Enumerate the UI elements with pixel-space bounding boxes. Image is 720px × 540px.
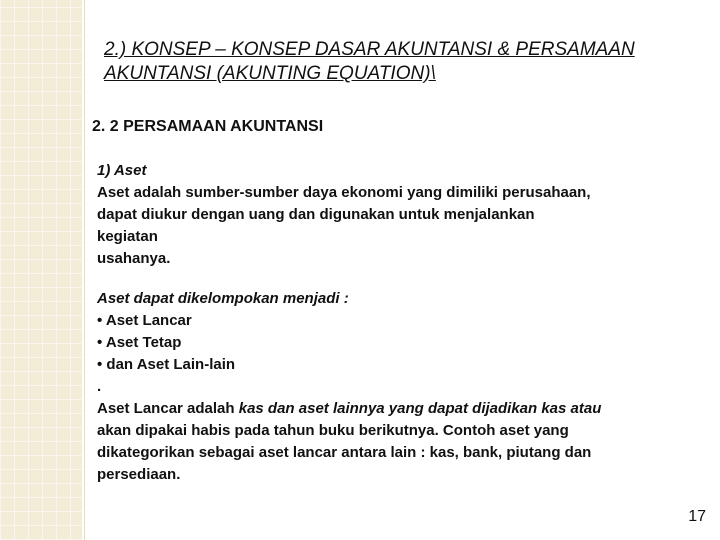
aset-definition-line: Aset adalah sumber-sumber daya ekonomi yang dimiliki perusahaan, bbox=[97, 184, 591, 201]
slide-title: 2.) KONSEP – KONSEP DASAR AKUNTANSI & PERSAMAAN AKUNTANSI (AKUNTING EQUATION)\ bbox=[104, 39, 635, 84]
section-subtitle: 2. 2 PERSAMAAN AKUNTANSI bbox=[92, 118, 324, 135]
decorative-side-band bbox=[0, 0, 82, 540]
aset-definition-line: dapat diukur dengan uang dan digunakan untuk menjalankan bbox=[97, 206, 535, 223]
group-item: • dan Aset Lain-lain bbox=[97, 356, 236, 373]
aset-definition-line: kegiatan bbox=[97, 228, 158, 245]
aset-heading: 1) Aset bbox=[97, 162, 147, 179]
current-assets-italic: kas dan aset lainnya yang dapat dijadikan kas atau bbox=[238, 400, 602, 417]
current-assets-paragraph bbox=[97, 398, 697, 420]
decorative-divider bbox=[84, 0, 85, 540]
group-item: • Aset Tetap bbox=[97, 334, 182, 351]
group-item: • Aset Lancar bbox=[97, 312, 192, 329]
separator-dot: . bbox=[97, 378, 102, 395]
current-assets-line: persediaan. bbox=[97, 466, 181, 483]
page-number: 17 bbox=[688, 508, 706, 525]
aset-definition-line: usahanya. bbox=[97, 250, 171, 267]
slide-content bbox=[97, 160, 697, 486]
current-assets-line: dikategorikan sebagai aset lancar antara lain : kas, bank, piutang dan bbox=[97, 444, 592, 461]
current-assets-line: akan dipakai habis pada tahun buku berikutnya. Contoh aset yang bbox=[97, 422, 569, 439]
current-assets-lead: Aset Lancar adalah bbox=[97, 400, 239, 417]
grouping-intro: Aset dapat dikelompokan menjadi : bbox=[97, 290, 349, 307]
